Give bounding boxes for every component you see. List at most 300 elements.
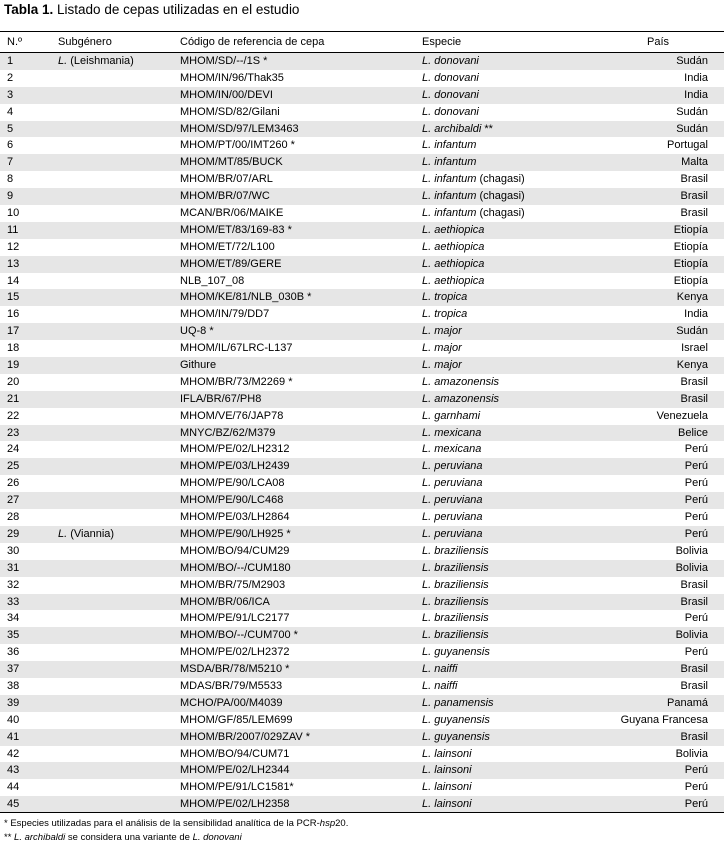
- table-row: [0, 53, 724, 70]
- row-codigo: MHOM/PE/90/LCA08: [180, 477, 285, 490]
- especie-name: L. naiffi: [422, 663, 458, 676]
- row-codigo: MCHO/PA/00/M4039: [180, 696, 283, 709]
- row-especie: [422, 796, 472, 813]
- row-codigo: MHOM/SD/97/LEM3463: [180, 122, 299, 135]
- row-number: 25: [7, 460, 20, 473]
- row-number: 12: [7, 240, 20, 253]
- table-row: [0, 171, 724, 188]
- row-codigo: MHOM/PE/02/LH2372: [180, 646, 290, 659]
- table-row: [0, 678, 724, 695]
- table-row: [0, 188, 724, 205]
- table-row: [0, 273, 724, 290]
- row-number: 13: [7, 257, 20, 270]
- table-footnotes: [4, 817, 348, 845]
- table-row: [0, 441, 724, 458]
- especie-name: L. aethiopica: [422, 240, 485, 253]
- row-number: 31: [7, 561, 20, 574]
- row-pais: Malta: [681, 156, 708, 169]
- especie-name: L. naiffi: [422, 679, 458, 692]
- row-number: 32: [7, 578, 20, 591]
- table-row: [0, 746, 724, 763]
- row-especie: [422, 256, 484, 273]
- row-especie: [422, 712, 490, 729]
- row-pais: Perú: [684, 781, 708, 794]
- table-row: [0, 610, 724, 627]
- especie-name: L. lainsoni: [422, 747, 472, 760]
- row-codigo: MHOM/IN/79/DD7: [180, 308, 270, 321]
- row-especie: [422, 239, 484, 256]
- row-pais: Sudán: [676, 55, 708, 67]
- subgenero-name: (Viannia): [67, 527, 115, 540]
- row-number: 40: [7, 713, 20, 726]
- row-codigo: MHOM/IN/96/Thak35: [180, 71, 284, 84]
- row-especie: [422, 627, 489, 644]
- row-pais: Perú: [684, 646, 708, 659]
- row-especie: [422, 137, 476, 154]
- especie-name: L. braziliensis: [422, 544, 489, 557]
- row-codigo: MHOM/PE/91/LC1581*: [180, 781, 294, 794]
- header-pais: País: [646, 36, 669, 48]
- row-number: 33: [7, 595, 20, 608]
- row-codigo: MHOM/SD/82/Gilani: [180, 105, 280, 118]
- row-codigo: MHOM/ET/89/GERE: [180, 257, 282, 270]
- row-codigo: MSDA/BR/78/M5210 *: [180, 663, 290, 676]
- row-codigo: MHOM/IL/67LRC-L137: [180, 342, 293, 355]
- header-num: N.º: [7, 36, 23, 48]
- header-codigo: Código de referencia de cepa: [180, 36, 325, 48]
- table-row: [0, 239, 724, 256]
- table-row: [0, 154, 724, 171]
- row-number: 7: [7, 156, 14, 169]
- row-number: 39: [7, 696, 20, 709]
- row-number: 19: [7, 359, 20, 372]
- row-number: 5: [7, 122, 14, 135]
- row-especie: [422, 323, 462, 340]
- row-especie: [422, 222, 484, 239]
- row-number: 6: [7, 139, 14, 152]
- row-especie: [422, 475, 483, 492]
- especie-name: L. lainsoni: [422, 781, 472, 794]
- table-row: [0, 374, 724, 391]
- row-pais: Brasil: [680, 392, 708, 405]
- especie-name: L. mexicana: [422, 426, 482, 439]
- table-row: [0, 661, 724, 678]
- table-row: [0, 729, 724, 746]
- header-subgenero: Subgénero: [58, 36, 112, 48]
- table-header: [0, 33, 724, 51]
- row-especie: [422, 205, 525, 222]
- row-codigo: MHOM/PE/03/LH2864: [180, 511, 290, 524]
- table-row: [0, 408, 724, 425]
- row-pais: Bolivia: [675, 544, 708, 557]
- especie-note: (chagasi): [476, 173, 525, 186]
- row-number: 22: [7, 409, 20, 422]
- especie-name: L. guyanensis: [422, 646, 490, 659]
- especie-name: L. braziliensis: [422, 561, 489, 574]
- table-row: [0, 577, 724, 594]
- especie-name: L. infantum: [422, 207, 477, 220]
- especie-name: L. guyanensis: [422, 713, 490, 726]
- especie-name: L. peruviana: [422, 494, 483, 507]
- row-especie: [422, 391, 499, 408]
- row-number: 35: [7, 629, 20, 642]
- row-especie: [422, 357, 462, 374]
- especie-name: L. infantum: [422, 190, 477, 203]
- row-number: 8: [7, 173, 14, 186]
- row-pais: Bolivia: [675, 747, 708, 760]
- row-codigo: MHOM/BO/94/CUM29: [180, 544, 290, 557]
- especie-name: L. major: [422, 359, 462, 372]
- row-especie: [422, 509, 483, 526]
- row-especie: [422, 779, 472, 796]
- row-especie: [422, 746, 472, 763]
- row-especie: [422, 644, 490, 661]
- row-pais: Brasil: [680, 173, 708, 186]
- especie-name: L. infantum: [422, 156, 477, 169]
- especie-name: L. peruviana: [422, 527, 483, 540]
- row-codigo: MHOM/BR/75/M2903: [180, 578, 286, 591]
- table-row: [0, 425, 724, 442]
- row-especie: [422, 577, 489, 594]
- especie-name: L. braziliensis: [422, 629, 489, 642]
- table-caption-label: Tabla 1.: [4, 2, 54, 17]
- especie-name: L. guyanensis: [422, 730, 490, 743]
- row-especie: [422, 87, 479, 104]
- row-pais: Venezuela: [656, 409, 708, 422]
- table-body: [0, 53, 724, 813]
- row-codigo: MDAS/BR/79/M5533: [180, 679, 283, 692]
- especie-name: L. lainsoni: [422, 764, 472, 777]
- row-codigo: MHOM/VE/76/JAP78: [180, 409, 284, 422]
- row-pais: Brasil: [680, 190, 708, 203]
- especie-name: L. aethiopica: [422, 257, 485, 270]
- row-number: 2: [7, 71, 14, 84]
- row-codigo: MHOM/PE/02/LH2312: [180, 443, 290, 456]
- especie-name: L. infantum: [422, 139, 477, 152]
- row-number: 27: [7, 494, 20, 507]
- row-pais: Perú: [684, 477, 708, 490]
- row-number: 20: [7, 375, 20, 388]
- especie-name: L. braziliensis: [422, 578, 489, 591]
- row-number: 15: [7, 291, 20, 304]
- table-row: [0, 357, 724, 374]
- table-row: [0, 289, 724, 306]
- top-rule: [0, 31, 724, 32]
- row-number: 16: [7, 308, 20, 321]
- especie-note: **: [481, 122, 493, 135]
- row-number: 3: [7, 88, 14, 101]
- row-pais: Etiopía: [673, 240, 708, 253]
- especie-name: L. peruviana: [422, 460, 483, 473]
- table-row: [0, 492, 724, 509]
- row-pais: Kenya: [676, 359, 708, 372]
- especie-name: L. peruviana: [422, 477, 483, 490]
- table-row: [0, 104, 724, 121]
- row-subgenero: [58, 526, 114, 543]
- table-row: [0, 779, 724, 796]
- especie-name: L. donovani: [422, 55, 479, 67]
- especie-name: L. major: [422, 325, 462, 338]
- row-pais: India: [684, 71, 708, 84]
- row-especie: [422, 594, 489, 611]
- especie-name: L. donovani: [422, 105, 479, 118]
- table-row: [0, 323, 724, 340]
- row-number: 30: [7, 544, 20, 557]
- row-especie: [422, 661, 457, 678]
- footnote-1: [4, 817, 348, 831]
- row-codigo: MHOM/PE/02/LH2358: [180, 798, 290, 811]
- row-especie: [422, 425, 481, 442]
- row-pais: Etiopía: [673, 274, 708, 287]
- row-codigo: NLB_107_08: [180, 274, 245, 287]
- row-especie: [422, 408, 480, 425]
- row-pais: Israel: [681, 342, 708, 355]
- row-especie: [422, 154, 476, 171]
- table-row: [0, 222, 724, 239]
- row-especie: [422, 53, 479, 70]
- row-codigo: MHOM/BO/--/CUM180: [180, 561, 291, 574]
- row-pais: Perú: [684, 460, 708, 473]
- especie-name: L. amazonensis: [422, 392, 500, 405]
- especie-name: L. amazonensis: [422, 375, 500, 388]
- bottom-rule: [0, 812, 724, 813]
- row-especie: [422, 526, 483, 543]
- row-codigo: MHOM/BR/2007/029ZAV *: [180, 730, 311, 743]
- row-pais: Perú: [684, 798, 708, 811]
- especie-note: (chagasi): [476, 190, 525, 203]
- subgenero-genus: L.: [58, 55, 68, 67]
- table-row: [0, 509, 724, 526]
- footnote-1-italic: hsp: [319, 818, 336, 829]
- row-number: 26: [7, 477, 20, 490]
- especie-name: L. tropica: [422, 291, 468, 304]
- row-codigo: IFLA/BR/67/PH8: [180, 392, 262, 405]
- table-row: [0, 796, 724, 813]
- row-number: 24: [7, 443, 20, 456]
- table-row: [0, 87, 724, 104]
- row-pais: Bolivia: [675, 629, 708, 642]
- table-row: [0, 121, 724, 138]
- row-especie: [422, 70, 479, 87]
- especie-name: L. panamensis: [422, 696, 494, 709]
- table-row: [0, 391, 724, 408]
- especie-name: L. infantum: [422, 173, 477, 186]
- row-codigo: MHOM/BR/73/M2269 *: [180, 375, 293, 388]
- row-codigo: MHOM/BR/07/ARL: [180, 173, 273, 186]
- row-pais: Etiopía: [673, 223, 708, 236]
- row-pais: Brasil: [680, 578, 708, 591]
- row-codigo: MHOM/GF/85/LEM699: [180, 713, 293, 726]
- row-codigo: MHOM/IN/00/DEVI: [180, 88, 273, 101]
- row-number: 44: [7, 781, 20, 794]
- table-row: [0, 306, 724, 323]
- row-especie: [422, 374, 499, 391]
- row-number: 17: [7, 325, 20, 338]
- row-codigo: MHOM/PT/00/IMT260 *: [180, 139, 295, 152]
- table-caption-text: Listado de cepas utilizadas en el estudio: [53, 2, 300, 17]
- row-pais: Brasil: [680, 375, 708, 388]
- row-number: 21: [7, 392, 20, 405]
- row-pais: India: [684, 88, 708, 101]
- row-number: 36: [7, 646, 20, 659]
- row-codigo: MHOM/MT/85/BUCK: [180, 156, 283, 169]
- row-pais: Brasil: [680, 730, 708, 743]
- row-pais: Bolivia: [675, 561, 708, 574]
- row-especie: [422, 492, 483, 509]
- row-especie: [422, 610, 489, 627]
- row-codigo: MHOM/BR/06/ICA: [180, 595, 270, 608]
- row-number: 23: [7, 426, 20, 439]
- especie-name: L. donovani: [422, 71, 479, 84]
- row-number: 37: [7, 663, 20, 676]
- footnote-2-text: se considera una variante de: [65, 832, 193, 843]
- row-number: 14: [7, 274, 20, 287]
- header-especie: Especie: [422, 36, 462, 48]
- table-row: [0, 712, 724, 729]
- row-number: 4: [7, 105, 14, 118]
- row-pais: Perú: [684, 764, 708, 777]
- row-number: 29: [7, 527, 20, 540]
- table-row: [0, 543, 724, 560]
- row-pais: Belice: [678, 426, 708, 439]
- footnote-1-end: 20.: [335, 818, 349, 829]
- row-codigo: MHOM/BR/07/WC: [180, 190, 270, 203]
- row-pais: Perú: [684, 527, 708, 540]
- row-codigo: MHOM/PE/90/LH925 *: [180, 527, 291, 540]
- row-number: 10: [7, 207, 20, 220]
- row-codigo: MHOM/PE/03/LH2439: [180, 460, 290, 473]
- row-especie: [422, 171, 525, 188]
- row-codigo: MHOM/ET/72/L100: [180, 240, 275, 253]
- row-codigo: UQ-8 *: [180, 325, 214, 338]
- table-row: [0, 205, 724, 222]
- table-row: [0, 695, 724, 712]
- row-pais: Brasil: [680, 663, 708, 676]
- row-pais: Brasil: [680, 595, 708, 608]
- row-pais: Guyana Francesa: [620, 713, 708, 726]
- row-pais: Sudán: [676, 122, 708, 135]
- row-pais: Perú: [684, 511, 708, 524]
- especie-name: L. tropica: [422, 308, 468, 321]
- row-codigo: MHOM/PE/90/LC468: [180, 494, 284, 507]
- row-codigo: MHOM/PE/91/LC2177: [180, 612, 290, 625]
- row-pais: Portugal: [667, 139, 708, 152]
- especie-name: L. lainsoni: [422, 798, 472, 811]
- especie-name: L. aethiopica: [422, 274, 485, 287]
- especie-name: L. archibaldi: [422, 122, 482, 135]
- row-number: 34: [7, 612, 20, 625]
- row-codigo: MCAN/BR/06/MAIKE: [180, 207, 284, 220]
- row-especie: [422, 289, 467, 306]
- row-codigo: MHOM/BO/94/CUM71: [180, 747, 290, 760]
- especie-name: L. braziliensis: [422, 612, 489, 625]
- row-especie: [422, 340, 462, 357]
- footnote-1-text: * Especies utilizadas para el análisis de la sensibilidad analítica de la PCR-: [4, 818, 320, 829]
- row-codigo: MHOM/SD/--/1S *: [180, 55, 268, 67]
- row-pais: Perú: [684, 443, 708, 456]
- row-codigo: MHOM/KE/81/NLB_030B *: [180, 291, 312, 304]
- especie-name: L. peruviana: [422, 511, 483, 524]
- table-row: [0, 762, 724, 779]
- table-row: [0, 70, 724, 87]
- row-especie: [422, 560, 489, 577]
- especie-name: L. garnhami: [422, 409, 481, 422]
- row-pais: Perú: [684, 612, 708, 625]
- row-number: 11: [7, 223, 19, 236]
- row-number: 42: [7, 747, 20, 760]
- table-caption: [4, 2, 299, 18]
- row-number: 9: [7, 190, 14, 203]
- row-number: 43: [7, 764, 20, 777]
- row-especie: [422, 543, 489, 560]
- row-number: 45: [7, 798, 20, 811]
- row-pais: Perú: [684, 494, 708, 507]
- row-number: 38: [7, 679, 20, 692]
- row-codigo: Githure: [180, 359, 217, 372]
- table-row: [0, 458, 724, 475]
- subgenero-name: (Leishmania): [67, 55, 134, 67]
- row-subgenero: [58, 53, 134, 70]
- row-especie: [422, 762, 472, 779]
- table-row: [0, 137, 724, 154]
- row-pais: Sudán: [676, 325, 708, 338]
- table-row: [0, 340, 724, 357]
- table-row: [0, 526, 724, 543]
- row-pais: Panamá: [667, 696, 708, 709]
- row-especie: [422, 273, 484, 290]
- row-pais: Etiopía: [673, 257, 708, 270]
- row-pais: Brasil: [680, 679, 708, 692]
- table-row: [0, 594, 724, 611]
- footnote-2-species: L. archibaldi: [14, 832, 66, 843]
- row-especie: [422, 458, 483, 475]
- row-codigo: MHOM/ET/83/169-83 *: [180, 223, 292, 236]
- row-especie: [422, 188, 525, 205]
- table-row: [0, 560, 724, 577]
- row-especie: [422, 104, 479, 121]
- row-especie: [422, 306, 467, 323]
- row-especie: [422, 678, 457, 695]
- footnote-2: [4, 831, 348, 845]
- subgenero-genus: L.: [58, 527, 68, 540]
- row-number: 18: [7, 342, 20, 355]
- table-row: [0, 627, 724, 644]
- row-number: 41: [7, 730, 20, 743]
- especie-name: L. major: [422, 342, 462, 355]
- row-especie: [422, 729, 490, 746]
- table-row: [0, 256, 724, 273]
- row-codigo: MHOM/BO/--/CUM700 *: [180, 629, 298, 642]
- row-pais: Sudán: [676, 105, 708, 118]
- especie-name: L. braziliensis: [422, 595, 489, 608]
- table-row: [0, 475, 724, 492]
- table-row: [0, 644, 724, 661]
- footnote-2-mark: **: [4, 832, 15, 843]
- row-pais: Kenya: [676, 291, 708, 304]
- especie-name: L. aethiopica: [422, 223, 485, 236]
- row-codigo: MHOM/PE/02/LH2344: [180, 764, 290, 777]
- row-codigo: MNYC/BZ/62/M379: [180, 426, 276, 439]
- row-number: 28: [7, 511, 20, 524]
- row-number: 1: [7, 55, 14, 67]
- especie-name: L. mexicana: [422, 443, 482, 456]
- especie-note: (chagasi): [476, 207, 525, 220]
- footnote-2-species-2: L. donovani: [192, 832, 242, 843]
- row-especie: [422, 441, 481, 458]
- row-especie: [422, 121, 493, 138]
- row-pais: India: [684, 308, 708, 321]
- row-especie: [422, 695, 494, 712]
